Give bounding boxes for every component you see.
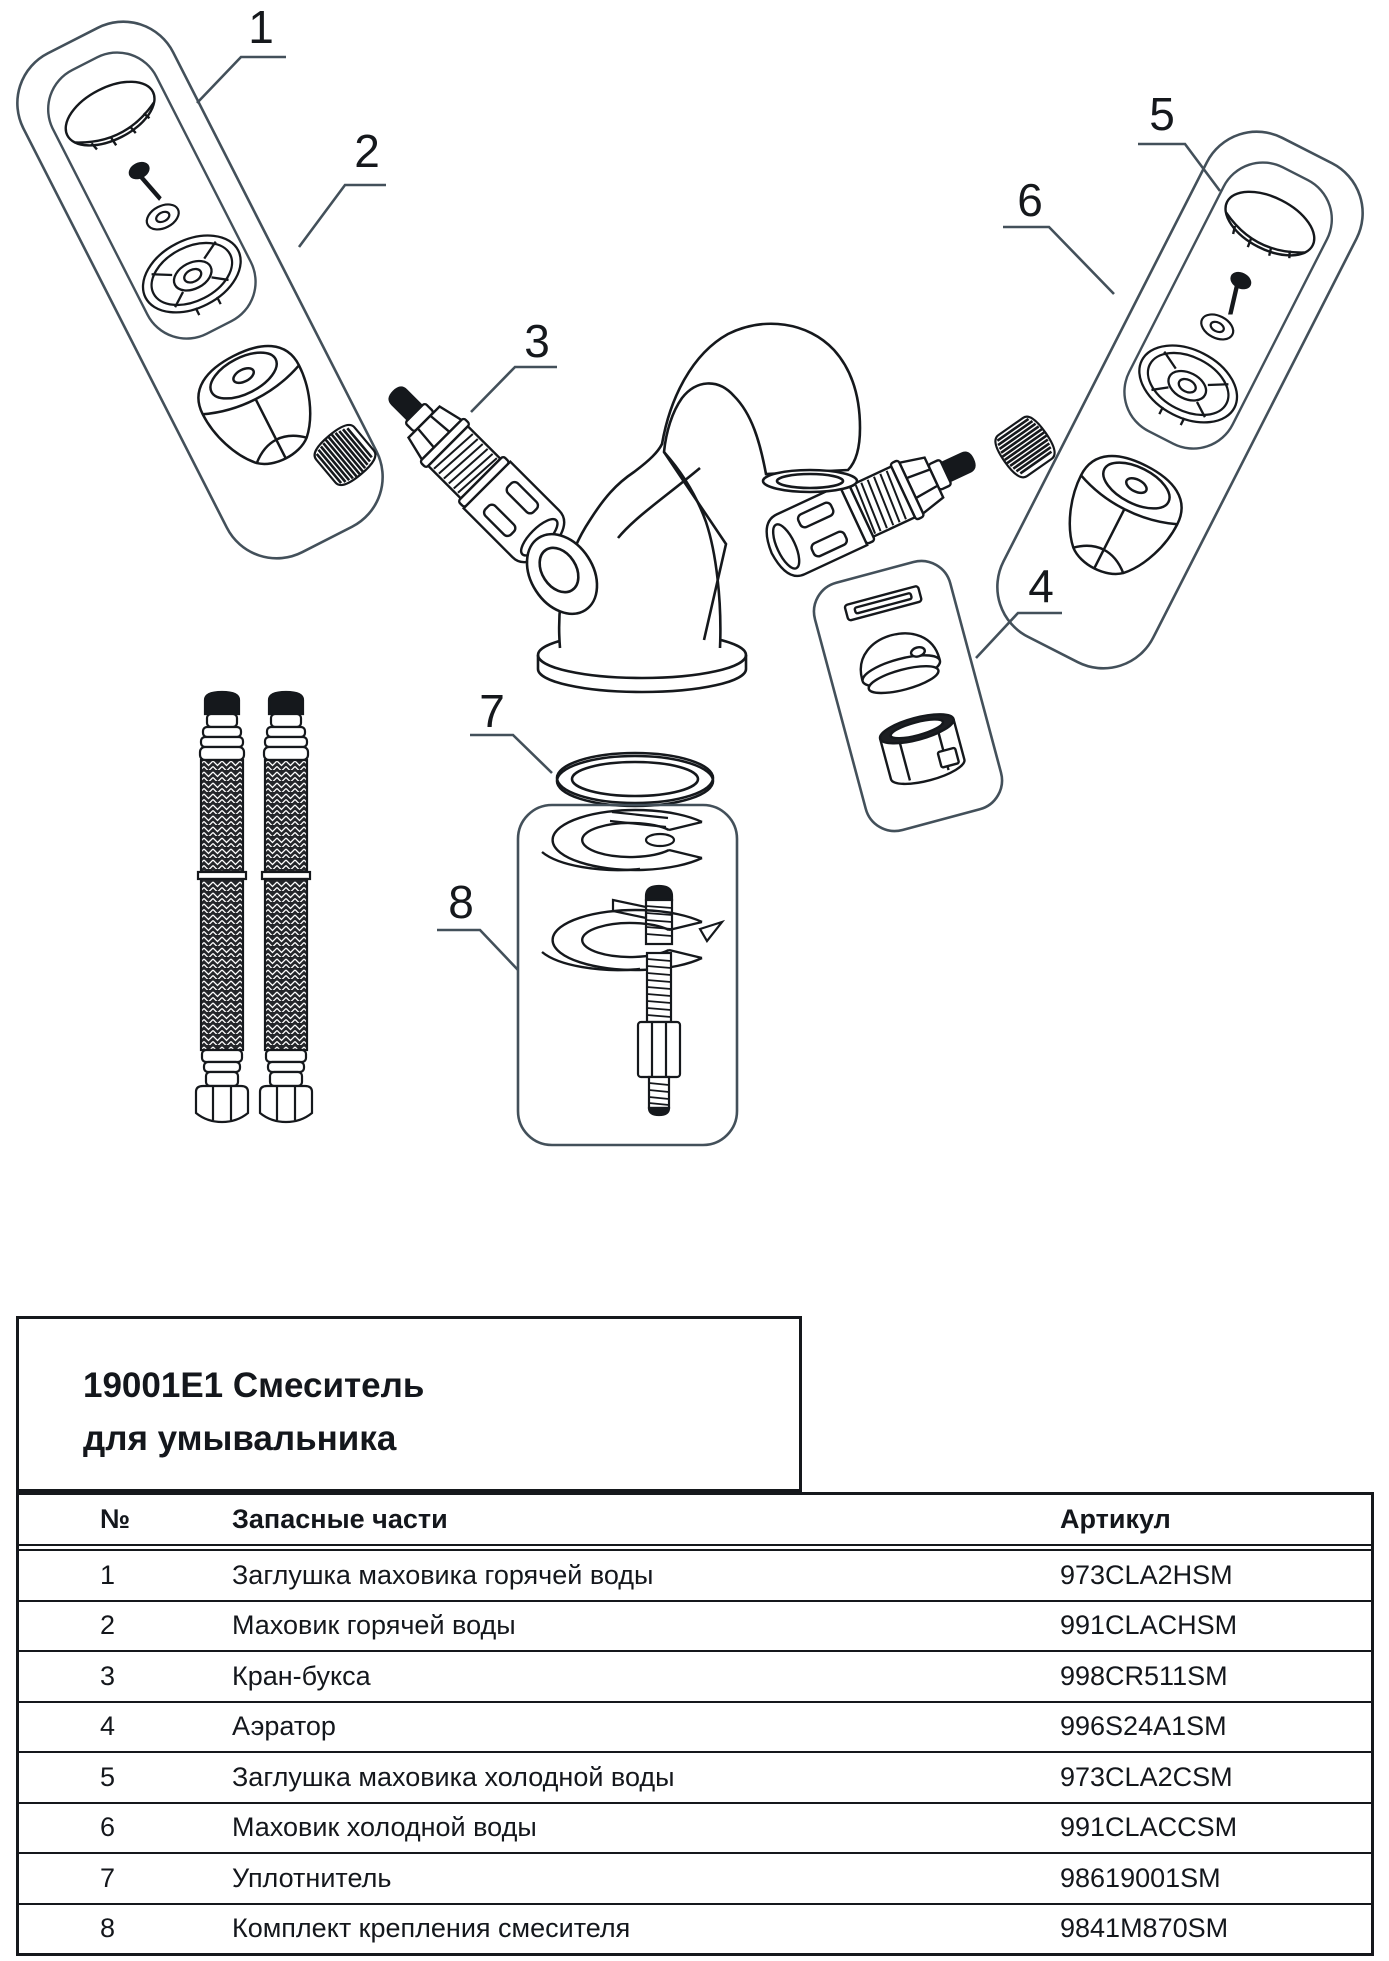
cell-article: 991CLACHSM bbox=[1060, 1610, 1238, 1641]
header-num: № bbox=[100, 1504, 131, 1534]
mounting-kit-box bbox=[518, 805, 737, 1145]
cell-num: 1 bbox=[100, 1559, 116, 1590]
callout-3: 3 bbox=[524, 315, 550, 367]
product-title: 19001E1 Смеситель для умывальника bbox=[83, 1366, 425, 1458]
callout-5: 5 bbox=[1149, 88, 1175, 140]
cell-part: Комплект крепления смесителя bbox=[232, 1913, 631, 1944]
cell-part: Заглушка маховика холодной воды bbox=[232, 1761, 675, 1792]
supply-hose-left bbox=[196, 692, 248, 1122]
cell-num: 8 bbox=[100, 1913, 116, 1944]
table-row bbox=[19, 1650, 1371, 1701]
cell-article: 98619001SM bbox=[1060, 1862, 1221, 1893]
callout-leaders bbox=[197, 57, 1220, 970]
aerator-kit-box bbox=[807, 554, 1008, 838]
cell-part: Аэратор bbox=[232, 1711, 336, 1742]
table-row bbox=[19, 1701, 1371, 1752]
header-article: Артикул bbox=[1060, 1504, 1171, 1534]
cell-part: Уплотнитель bbox=[232, 1862, 392, 1893]
product-info-box bbox=[16, 1316, 802, 1492]
mounting-washer-bottom-icon bbox=[542, 910, 722, 970]
table-row bbox=[19, 1600, 1371, 1651]
table-header-row bbox=[19, 1495, 1371, 1546]
cell-num: 7 bbox=[100, 1862, 116, 1893]
table-row bbox=[19, 1903, 1371, 1954]
cell-num: 5 bbox=[100, 1761, 116, 1792]
mounting-washer-top-icon bbox=[542, 810, 702, 870]
cell-part: Маховик горячей воды bbox=[232, 1610, 516, 1641]
gasket-icon bbox=[557, 753, 713, 806]
callout-8: 8 bbox=[448, 876, 474, 928]
cell-article: 998CR511SM bbox=[1060, 1660, 1228, 1691]
table-row bbox=[19, 1551, 1371, 1600]
cell-part: Маховик холодной воды bbox=[232, 1812, 537, 1843]
cell-num: 2 bbox=[100, 1610, 116, 1641]
mounting-stud-lower-icon bbox=[638, 953, 680, 1115]
cell-num: 3 bbox=[100, 1660, 116, 1691]
cell-num: 6 bbox=[100, 1812, 116, 1843]
cell-num: 4 bbox=[100, 1711, 116, 1742]
hot-knurled-nut-icon bbox=[310, 420, 380, 490]
table-row bbox=[19, 1751, 1371, 1802]
callout-4: 4 bbox=[1028, 560, 1054, 612]
cell-article: 973CLA2HSM bbox=[1060, 1559, 1233, 1590]
cell-part: Кран-букса bbox=[232, 1660, 371, 1691]
cell-article: 996S24A1SM bbox=[1060, 1711, 1227, 1742]
cell-article: 973CLA2CSM bbox=[1060, 1761, 1233, 1792]
table-row bbox=[19, 1852, 1371, 1903]
mounting-stud-icon bbox=[613, 886, 672, 944]
callout-7: 7 bbox=[479, 685, 505, 737]
callout-2: 2 bbox=[354, 125, 380, 177]
callout-6: 6 bbox=[1017, 174, 1043, 226]
cell-article: 991CLACCSM bbox=[1060, 1812, 1238, 1843]
callout-1: 1 bbox=[248, 1, 274, 53]
cell-part: Заглушка маховика горячей воды bbox=[232, 1559, 654, 1590]
cell-article: 9841M870SM bbox=[1060, 1913, 1229, 1944]
hot-handle-group bbox=[0, 2, 402, 577]
supply-hose-right bbox=[260, 692, 312, 1122]
table-row bbox=[19, 1802, 1371, 1853]
header-part: Запасные части bbox=[232, 1504, 448, 1534]
spare-parts-table bbox=[16, 1492, 1374, 1956]
